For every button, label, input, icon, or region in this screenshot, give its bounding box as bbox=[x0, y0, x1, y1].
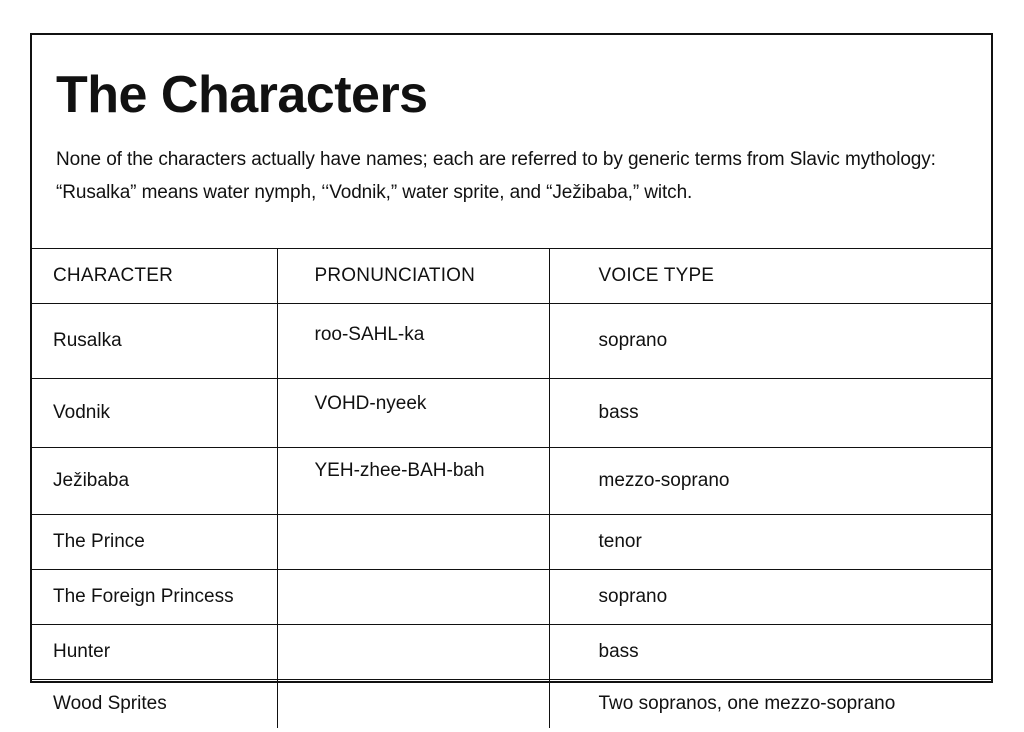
pronunciation-cell bbox=[277, 570, 549, 625]
column-header-character: CHARACTER bbox=[32, 249, 277, 304]
character-cell: Vodnik bbox=[32, 379, 277, 448]
column-header-pronunciation: PRONUNCIATION bbox=[277, 249, 549, 304]
characters-table bbox=[32, 249, 991, 728]
pronunciation-cell bbox=[277, 680, 549, 729]
pronunciation-cell bbox=[277, 625, 549, 680]
pronunciation-cell bbox=[277, 515, 549, 570]
table-row bbox=[32, 304, 991, 379]
table-row bbox=[32, 625, 991, 680]
character-cell: The Prince bbox=[32, 515, 277, 570]
character-cell: The Foreign Princess bbox=[32, 570, 277, 625]
table-row bbox=[32, 680, 991, 729]
table-row bbox=[32, 515, 991, 570]
voice-type-cell: bass bbox=[549, 625, 991, 680]
card-header bbox=[32, 35, 991, 249]
voice-type-cell: tenor bbox=[549, 515, 991, 570]
table-row bbox=[32, 448, 991, 515]
voice-type-cell: Two sopranos, one mezzo-soprano bbox=[549, 680, 991, 729]
voice-type-cell: mezzo-soprano bbox=[549, 448, 991, 515]
pronunciation-cell: YEH-zhee-BAH-bah bbox=[277, 448, 549, 515]
voice-type-cell: soprano bbox=[549, 304, 991, 379]
table-header-row bbox=[32, 249, 991, 304]
table-row bbox=[32, 379, 991, 448]
intro-paragraph: None of the characters actually have names; each are referred to by generic terms from Slavic mythology: “Rusalka” means water nymph, ‘‘Vodnik,” water sprite, and “Ježibaba,” witch. bbox=[56, 149, 936, 203]
pronunciation-cell: VOHD-nyeek bbox=[277, 379, 549, 448]
character-cell: Rusalka bbox=[32, 304, 277, 379]
character-cell: Wood Sprites bbox=[53, 693, 167, 714]
table-row bbox=[32, 570, 991, 625]
voice-type-cell: soprano bbox=[549, 570, 991, 625]
character-cell: Hunter bbox=[32, 625, 277, 680]
column-header-voice-type: VOICE TYPE bbox=[549, 249, 991, 304]
pronunciation-cell: roo-SAHL-ka bbox=[277, 304, 549, 379]
page-title: The Characters bbox=[56, 66, 428, 124]
voice-type-cell: bass bbox=[549, 379, 991, 448]
character-cell: Ježibaba bbox=[32, 448, 277, 515]
characters-card bbox=[30, 33, 993, 714]
